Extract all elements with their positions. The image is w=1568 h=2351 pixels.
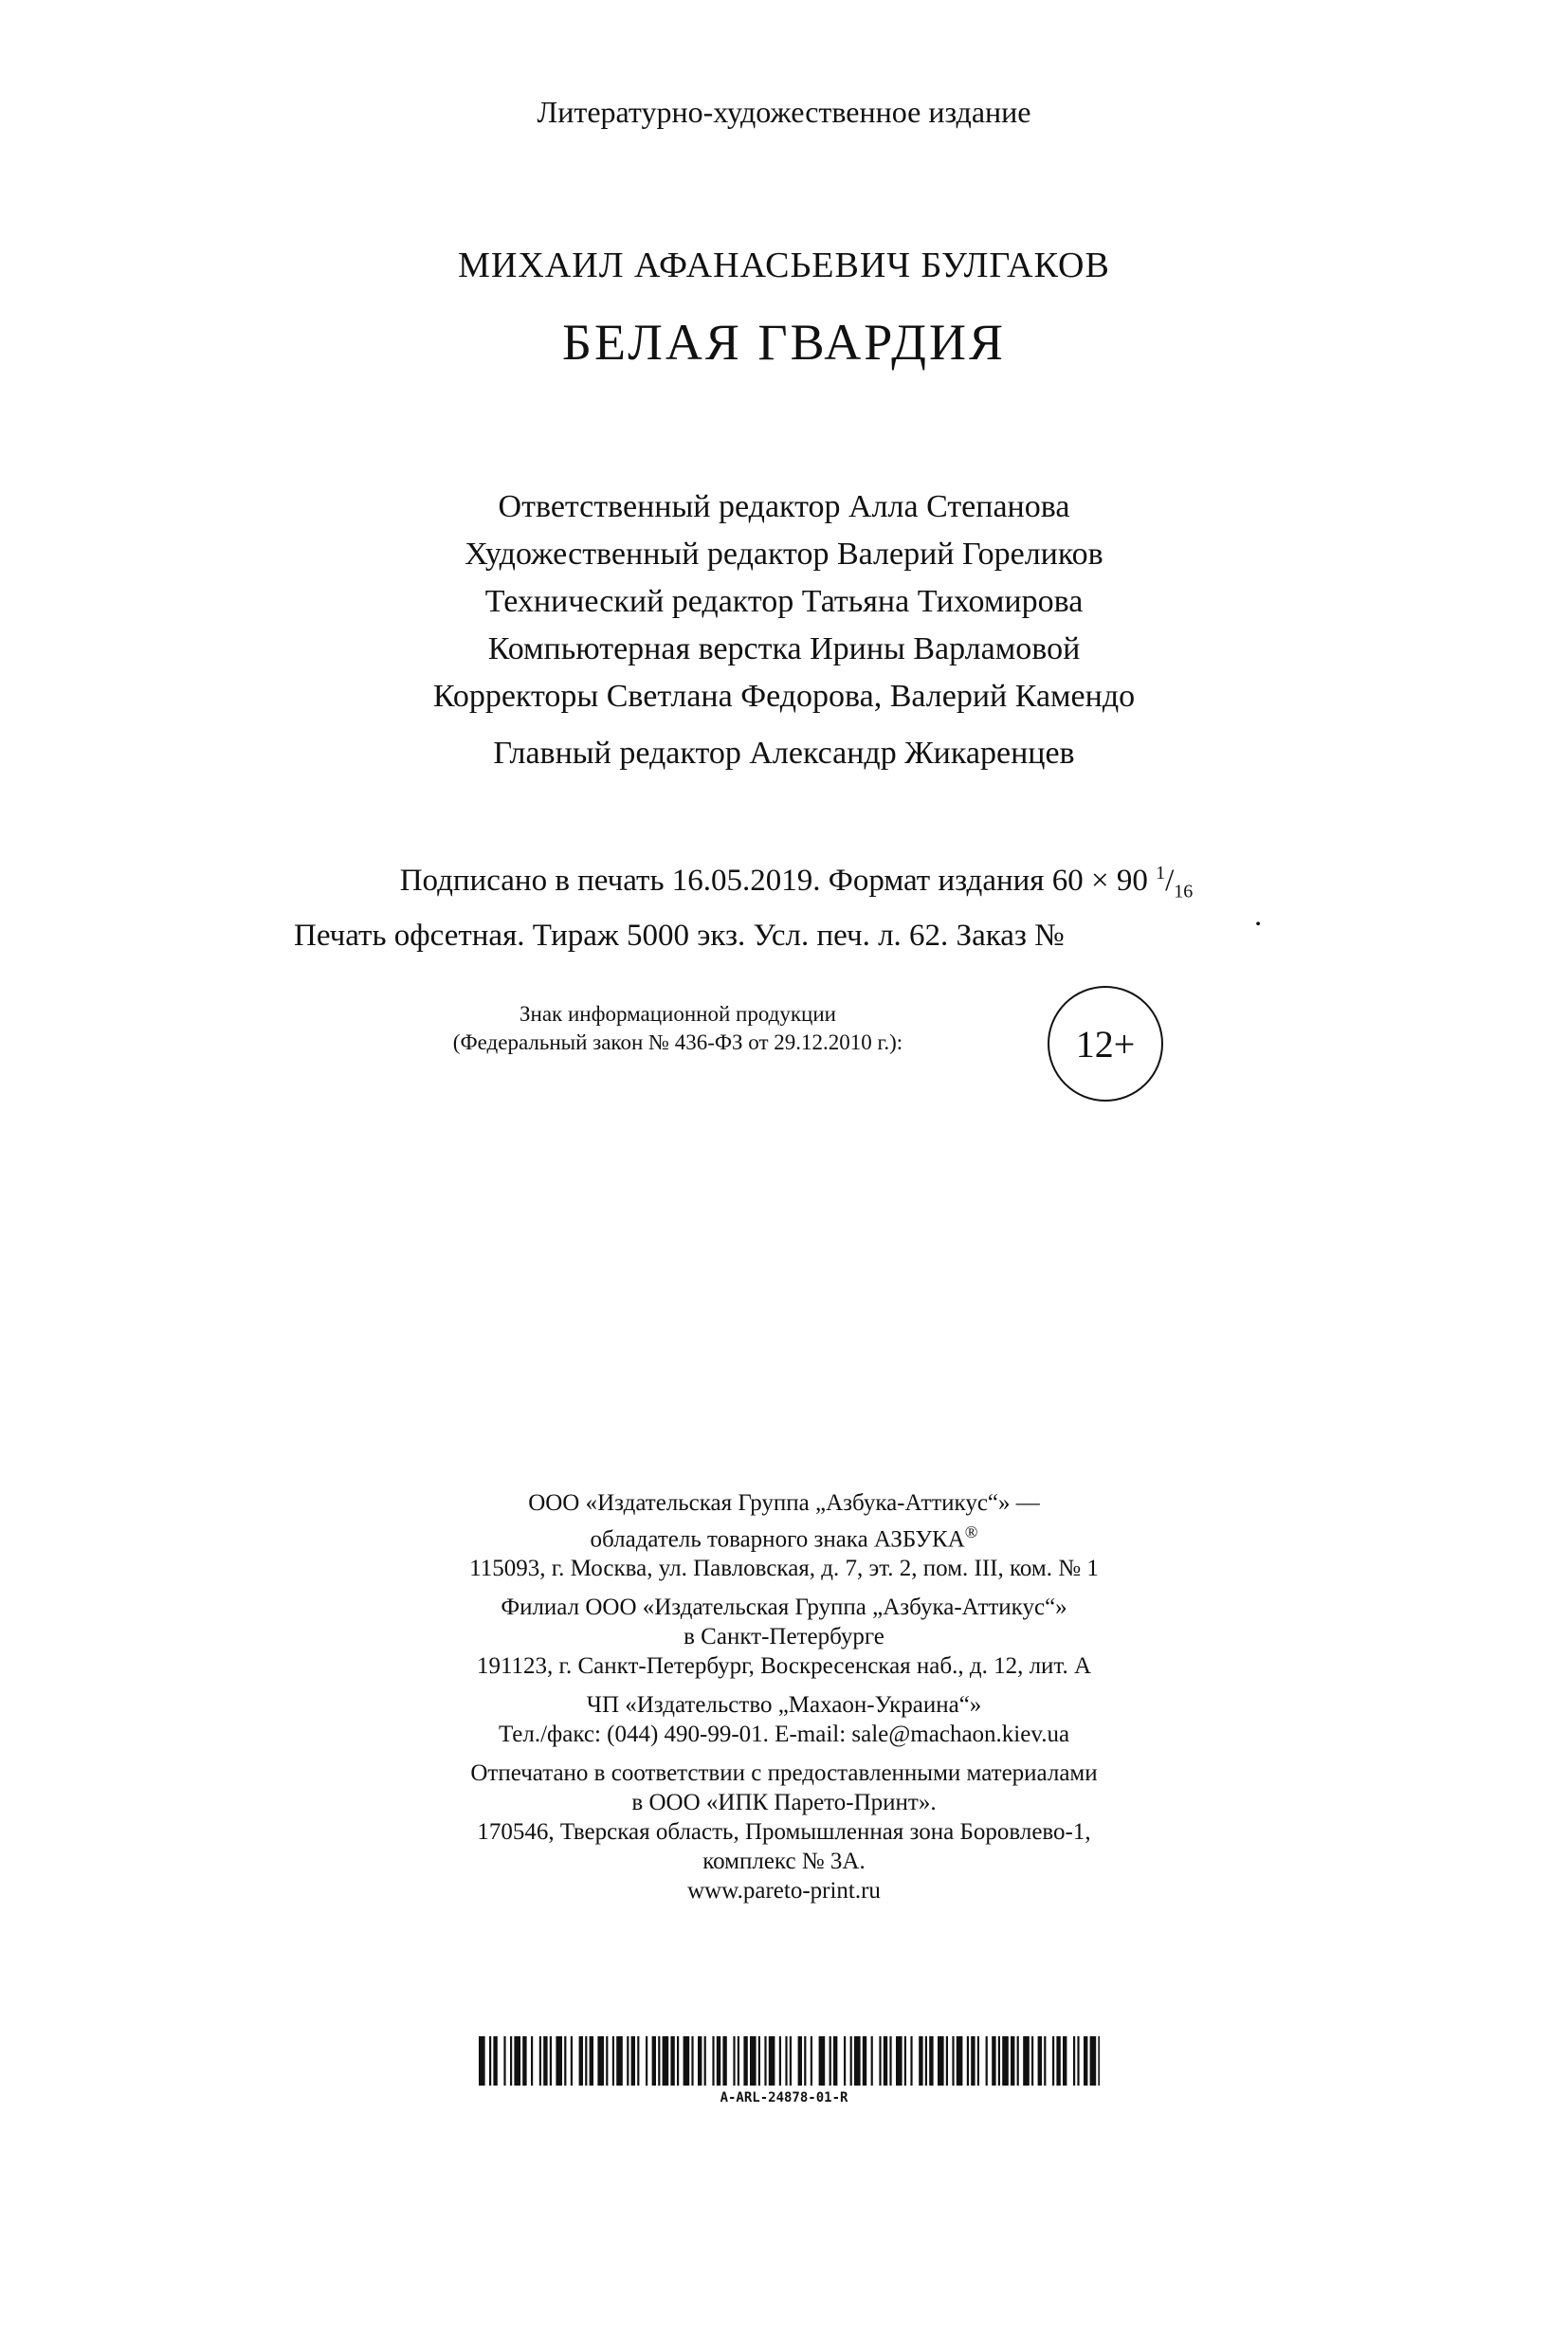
book-title: БЕЛАЯ ГВАРДИЯ <box>561 314 1007 371</box>
publisher-ukraine: ЧП «Издательство „Махаон-Украина“» Тел./факс: (044) 490-99-01. E-mail: sale@machaon.kiev.ua <box>498 1692 1070 1748</box>
print-info <box>294 851 1299 957</box>
credit-line: Компьютерная верстка Ирины Варламовой <box>487 631 1081 666</box>
credit-line: Ответственный редактор Алла Степанова <box>498 489 1070 524</box>
print-info-line2: Печать офсетная. Тираж 5000 экз. Усл. печ. л. 62. Заказ № <box>294 918 1065 953</box>
print-info-line1: Подписано в печать 16.05.2019. Формат издания 60 × 90 $^1/_{16}$ <box>399 863 1194 902</box>
credit-line: Художественный редактор Валерий Гореликов <box>465 537 1103 572</box>
edition-type: Литературно-художественное издание <box>537 95 1031 129</box>
age-rating-badge: 12+ <box>1048 986 1163 1102</box>
printer-info: Отпечатано в соответствии с предоставленными материалами в ООО «ИПК Парето-Принт». 170546, Тверская область, Промышленная зона Боровлево-1, комплекс № 3А. www.pareto-print.ru <box>470 1760 1098 1904</box>
author-name: МИХАИЛ АФАНАСЬЕВИЧ БУЛГАКОВ <box>458 246 1110 285</box>
registered-trademark-icon: ® <box>964 1522 978 1541</box>
barcode-label: A-ARL-24878-01-R <box>720 2090 848 2105</box>
order-number-placeholder: . <box>1254 899 1263 933</box>
barcode-icon <box>479 2036 1100 2086</box>
publisher-info <box>0 1488 1568 1915</box>
credit-line: Технический редактор Татьяна Тихомирова <box>484 584 1084 619</box>
chief-editor: Главный редактор Александр Жикаренцев <box>493 736 1075 771</box>
credit-line: Корректоры Светлана Федорова, Валерий Камендо <box>432 679 1136 714</box>
publisher-main: ООО «Издательская Группа „Азбука-Аттикус“» — обладатель товарного знака АЗБУКА® 115093, г. Москва, ул. Павловская, д. 7, эт. 2, пом. III, ком. № 1 <box>469 1490 1099 1582</box>
publisher-branch: Филиал ООО «Издательская Группа „Азбука-Аттикус“» в Санкт-Петербурге 191123, г. Санкт-Петербург, Воскресенская наб., д. 12, лит. А <box>476 1595 1092 1680</box>
info-sign-text: Знак информационной продукции (Федеральный закон № 436-ФЗ от 29.12.2010 г.): <box>452 1002 903 1054</box>
credits-block <box>0 483 1568 777</box>
